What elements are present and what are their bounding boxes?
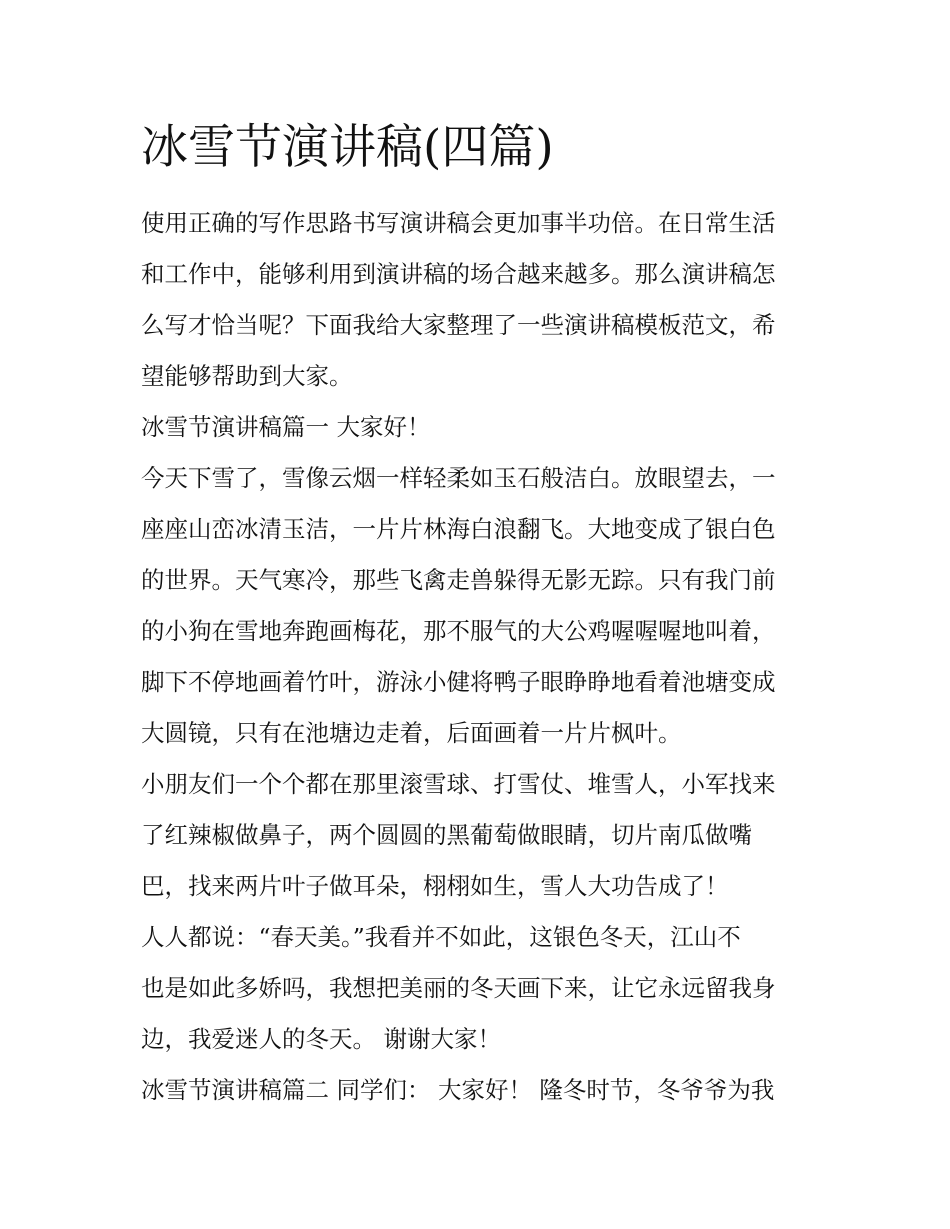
body-line: 了红辣椒做鼻子，两个圆圆的黑葡萄做眼睛，切片南瓜做嘴: [141, 821, 752, 849]
body-line: 么写才恰当呢？下面我给大家整理了一些演讲稿模板范文，希: [141, 311, 776, 339]
document-title: 冰雪节演讲稿(四篇): [141, 120, 554, 175]
body-line: 人人都说：“春天美。”我看并不如此，这银色冬天，江山不: [141, 923, 741, 951]
body-line: 和工作中，能够利用到演讲稿的场合越来越多。那么演讲稿怎: [141, 260, 776, 288]
body-line: 小朋友们一个个都在那里滚雪球、打雪仗、堆雪人，小军找来: [141, 770, 776, 798]
section-heading-line: 冰雪节演讲稿篇一 大家好！: [141, 413, 431, 441]
body-line: 的世界。天气寒冷，那些飞禽走兽躲得无影无踪。只有我门前: [141, 566, 776, 594]
body-line: 今天下雪了，雪像云烟一样轻柔如玉石般洁白。放眼望去，一: [141, 464, 776, 492]
body-line: 边，我爱迷人的冬天。 谢谢大家！: [141, 1025, 501, 1053]
body-line: 大圆镜，只有在池塘边走着，后面画着一片片枫叶。: [141, 719, 682, 747]
body-line: 巴，找来两片叶子做耳朵，栩栩如生，雪人大功告成了！: [141, 872, 729, 900]
section-heading-line: 冰雪节演讲稿篇二 同学们： 大家好！ 隆冬时节，冬爷爷为我: [141, 1076, 775, 1104]
body-line: 脚下不停地画着竹叶，游泳小健将鸭子眼睁睁地看着池塘变成: [141, 668, 776, 696]
document-body: [141, 202, 813, 1120]
body-line: 也是如此多娇吗，我想把美丽的冬天画下来，让它永远留我身: [141, 974, 776, 1002]
body-line: 使用正确的写作思路书写演讲稿会更加事半功倍。在日常生活: [141, 209, 776, 237]
body-line: 的小狗在雪地奔跑画梅花，那不服气的大公鸡喔喔喔地叫着，: [141, 617, 776, 645]
body-line: 座座山峦冰清玉洁，一片片林海白浪翻飞。大地变成了银白色: [141, 515, 776, 543]
body-line: 望能够帮助到大家。: [141, 362, 353, 390]
